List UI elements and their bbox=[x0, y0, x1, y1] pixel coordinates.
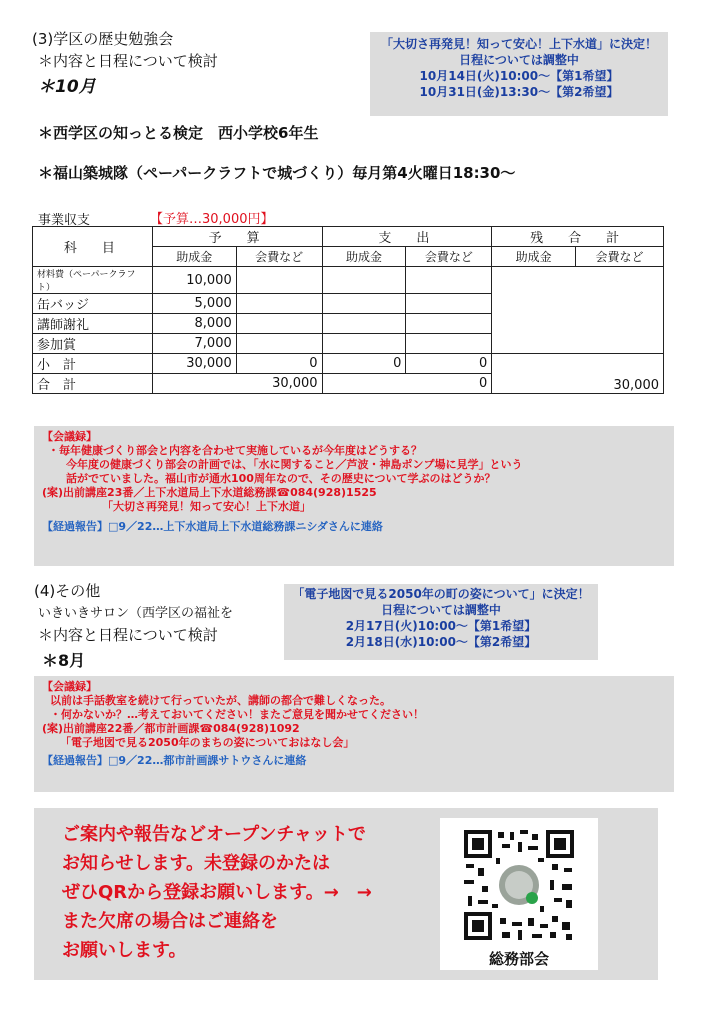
header-subject: 科 目 bbox=[33, 227, 153, 267]
row-grant: 10,000 bbox=[152, 267, 236, 294]
qr-card bbox=[440, 818, 598, 970]
sub-header: 会費など bbox=[406, 247, 492, 267]
notice-box-1 bbox=[370, 32, 668, 116]
subtotal-expense-fee: 0 bbox=[406, 354, 492, 374]
header-expense: 支 出 bbox=[322, 227, 492, 247]
sub-header: 会費など bbox=[576, 247, 664, 267]
notice2-schedule: 日程については調整中 bbox=[381, 603, 501, 617]
cta-line: また欠席の場合はご連絡を bbox=[62, 911, 278, 932]
cta-text bbox=[62, 820, 372, 965]
minutes2-progress: □9／22…都市計画課サトウさんに連絡 bbox=[108, 754, 307, 767]
row-grant: 5,000 bbox=[152, 294, 236, 314]
notice1-date1: 10月14日(火)10:00～【第1希望】 bbox=[419, 69, 619, 83]
cta-line: お知らせします。未登録のかたは bbox=[62, 853, 331, 874]
minutes1-line5: 「大切さ再発見！知って安心！上下水道」 bbox=[102, 500, 311, 513]
row-label: 講師謝礼 bbox=[33, 314, 153, 334]
table-row bbox=[33, 267, 664, 294]
section3-subtitle: ＊内容と日程について検討 bbox=[38, 52, 218, 70]
minutes2-line1: 以前は手話教室を続けて行っていたが、講師の都合で難しくなった。 bbox=[50, 694, 391, 707]
section3-item2: ＊福山築城隊（ペーパークラフトで城づくり）毎月第4火曜日18:30～ bbox=[38, 164, 516, 182]
minutes-box-2 bbox=[34, 676, 674, 792]
notice1-title: 「大切さ再発見！知って安心！上下水道」に決定！ bbox=[380, 37, 657, 51]
minutes2-line4: 「電子地図で見る2050年のまちの姿についておはなし会」 bbox=[60, 736, 355, 749]
budget-label: 事業収支 bbox=[38, 213, 91, 228]
minutes1-line2: 今年度の健康づくり部会の計画では、「水に関すること／芦波・神島ポンプ場に見学」という bbox=[66, 458, 523, 471]
notice2-date2: 2月18日(水)10:00～【第2希望】 bbox=[345, 635, 537, 649]
section4-subtitle: ＊内容と日程について検討 bbox=[38, 626, 218, 644]
notice2-title: 「電子地図で見る2050年の町の姿について」に決定！ bbox=[292, 587, 590, 601]
section4-month: ＊8月 bbox=[42, 651, 86, 670]
minutes2-head: 【会議録】 bbox=[42, 680, 97, 693]
header-balance: 残 合 計 bbox=[492, 227, 664, 247]
balance-blank bbox=[492, 267, 664, 354]
subtotal-label: 小 計 bbox=[33, 354, 153, 374]
subtotal-budget-grant: 30,000 bbox=[152, 354, 236, 374]
qr-code-icon[interactable] bbox=[462, 828, 576, 942]
cta-line: ぜひQRから登録お願いします。→ → bbox=[62, 882, 372, 903]
row-label: 材料費（ペーパークラフト） bbox=[33, 267, 153, 294]
minutes1-line4: (案)出前講座23番／上下水道局上下水道総務課☎084(928)1525 bbox=[42, 486, 377, 499]
row-grant: 8,000 bbox=[152, 314, 236, 334]
total-balance: 30,000 bbox=[492, 354, 664, 394]
subtotal-expense-grant: 0 bbox=[322, 354, 406, 374]
openchat-box bbox=[34, 808, 658, 980]
minutes2-line2: ・何かないか？…考えておいてください！またご意見を聞かせてください！ bbox=[50, 708, 424, 721]
section3-title: (3)学区の歴史勉強会 bbox=[32, 30, 174, 48]
total-expense: 0 bbox=[322, 374, 492, 394]
notice2-date1: 2月17日(火)10:00～【第1希望】 bbox=[345, 619, 537, 633]
budget-note: 【予算…30,000円】 bbox=[150, 212, 274, 227]
sub-header: 会費など bbox=[236, 247, 322, 267]
minutes1-progress: □9／22…上下水道局上下水道総務課ニシダさんに連絡 bbox=[108, 520, 383, 533]
sub-header: 助成金 bbox=[322, 247, 406, 267]
sub-header: 助成金 bbox=[152, 247, 236, 267]
minutes1-head: 【会議録】 bbox=[42, 430, 97, 443]
total-label: 合 計 bbox=[33, 374, 153, 394]
minutes2-line3: (案)出前講座22番／都市計画課☎084(928)1092 bbox=[42, 722, 300, 735]
section4-title: (4)その他 bbox=[34, 582, 101, 600]
minutes1-progress-label: 【経過報告】 bbox=[42, 520, 108, 533]
cta-line: お願いします。 bbox=[62, 940, 187, 961]
minutes1-line3: 話がでていました。福山市が通水100周年なので、その歴史について学ぶのはどうか？ bbox=[66, 472, 496, 485]
section3-item1: ＊西学区の知っとる検定 西小学校6年生 bbox=[38, 124, 319, 142]
row-label: 参加賞 bbox=[33, 334, 153, 354]
sub-header: 助成金 bbox=[492, 247, 576, 267]
section3-month: ＊10月 bbox=[38, 77, 96, 97]
notice1-schedule: 日程については調整中 bbox=[459, 53, 579, 67]
notice1-date2: 10月31日(金)13:30～【第2希望】 bbox=[419, 85, 619, 99]
qr-caption: 総務部会 bbox=[488, 950, 549, 968]
subtotal-budget-fee: 0 bbox=[236, 354, 322, 374]
total-budget: 30,000 bbox=[152, 374, 322, 394]
cta-line: ご案内や報告などオープンチャットで bbox=[62, 824, 366, 845]
row-grant: 7,000 bbox=[152, 334, 236, 354]
notice-box-2 bbox=[284, 584, 598, 660]
row-label: 缶バッジ bbox=[33, 294, 153, 314]
minutes1-line1: ・毎年健康づくり部会と内容を合わせて実施しているが今年度はどうする？ bbox=[48, 444, 422, 457]
section4-line1: いきいきサロン（西学区の福祉を bbox=[38, 606, 234, 621]
header-budget: 予 算 bbox=[152, 227, 322, 247]
budget-table bbox=[32, 226, 664, 394]
subtotal-row bbox=[33, 354, 664, 374]
minutes2-progress-label: 【経過報告】 bbox=[42, 754, 108, 767]
minutes-box-1 bbox=[34, 426, 674, 566]
